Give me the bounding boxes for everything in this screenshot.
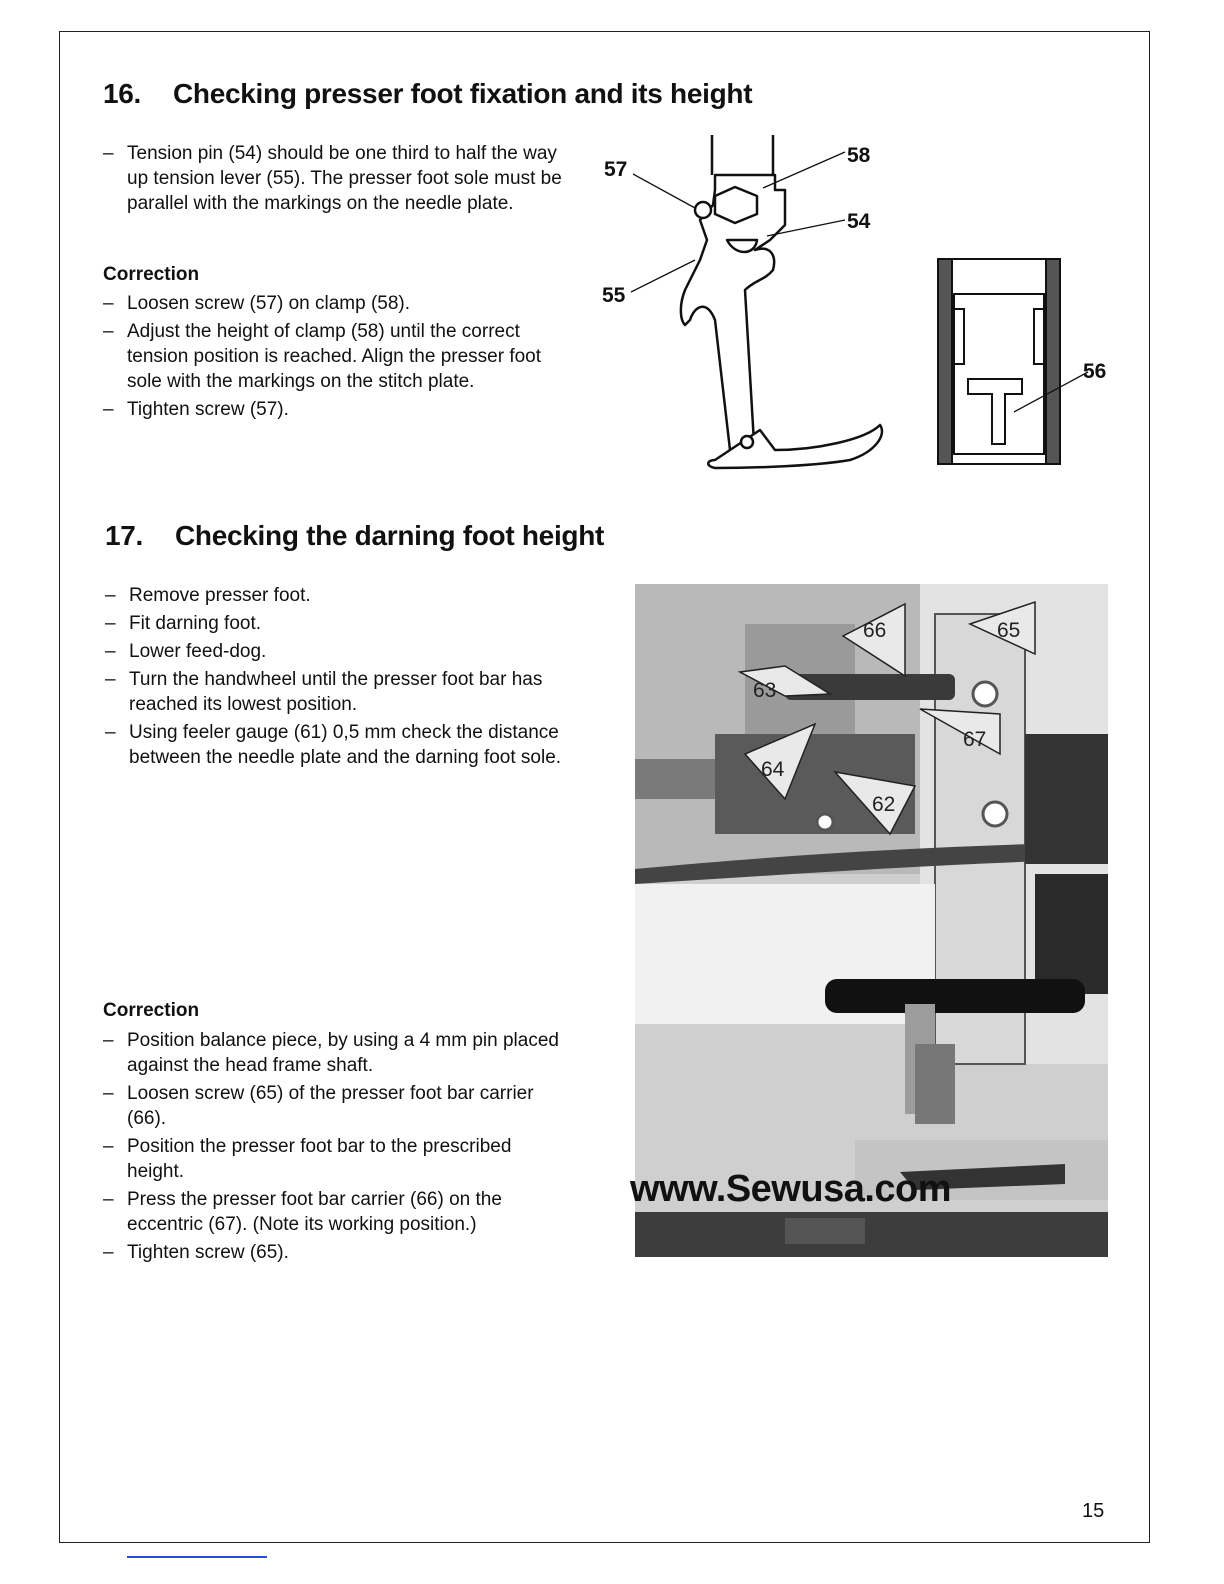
label-57: 57 [604, 158, 628, 181]
section-17-correction-list [103, 1028, 568, 1268]
section-17-steps-list [105, 583, 570, 773]
section-17-title: Checking the darning foot height [175, 520, 605, 551]
machine-photo [635, 584, 1108, 1257]
list-item: – Using feeler gauge (61) 0,5 mm check the distance between the needle plate and the darning foot sole. [105, 720, 570, 770]
page-number: 15 [1082, 1500, 1105, 1522]
list-item: – Adjust the height of clamp (58) until the correct tension position is reached. Align the presser foot sole with the markings on the stitch plate. [103, 319, 573, 394]
section-16-number: 16. [103, 78, 142, 109]
list-item: – Loosen screw (65) of the presser foot bar carrier (66). [103, 1081, 568, 1131]
section-16-intro-list [103, 141, 573, 219]
list-item: – Remove presser foot. [105, 583, 570, 608]
list-item: – Position the presser foot bar to the prescribed height. [103, 1134, 568, 1184]
label-56: 56 [1083, 360, 1107, 383]
list-item: – Fit darning foot. [105, 611, 570, 636]
list-item: – Tighten screw (57). [103, 397, 573, 422]
section-17-correction-label: Correction [103, 1000, 200, 1021]
label-55: 55 [602, 284, 626, 307]
label-58: 58 [847, 144, 871, 167]
section-17-heading [105, 520, 604, 552]
section-17-number: 17. [105, 520, 144, 551]
photo-label-64: 64 [761, 758, 785, 781]
photo-label-63: 63 [753, 679, 777, 702]
presser-foot-figure [595, 130, 895, 475]
photo-label-65: 65 [997, 619, 1021, 642]
photo-label-66: 66 [863, 619, 887, 642]
watermark: www.Sewusa.com [630, 1168, 952, 1210]
section-16-correction-list [103, 291, 573, 425]
section-16-title: Checking presser foot fixation and its height [173, 78, 753, 109]
footer-link-underline [127, 1556, 267, 1558]
list-item: – Turn the handwheel until the presser foot bar has reached its lowest position. [105, 667, 570, 717]
list-item: – Tension pin (54) should be one third to half the way up tension lever (55). The presser foot sole must be parallel with the markings on the needle plate. [103, 141, 573, 216]
list-item: – Position balance piece, by using a 4 mm pin placed against the head frame shaft. [103, 1028, 568, 1078]
label-54: 54 [847, 210, 871, 233]
list-item: – Lower feed-dog. [105, 639, 570, 664]
photo-label-62: 62 [872, 793, 896, 816]
list-item: – Loosen screw (57) on clamp (58). [103, 291, 573, 316]
section-16-correction-label: Correction [103, 264, 200, 285]
list-item: – Tighten screw (65). [103, 1240, 568, 1265]
photo-label-67: 67 [963, 728, 987, 751]
section-16-heading [103, 78, 752, 110]
list-item: – Press the presser foot bar carrier (66) on the eccentric (67). (Note its working position.) [103, 1187, 568, 1237]
foot-sole-figure [930, 254, 1115, 469]
